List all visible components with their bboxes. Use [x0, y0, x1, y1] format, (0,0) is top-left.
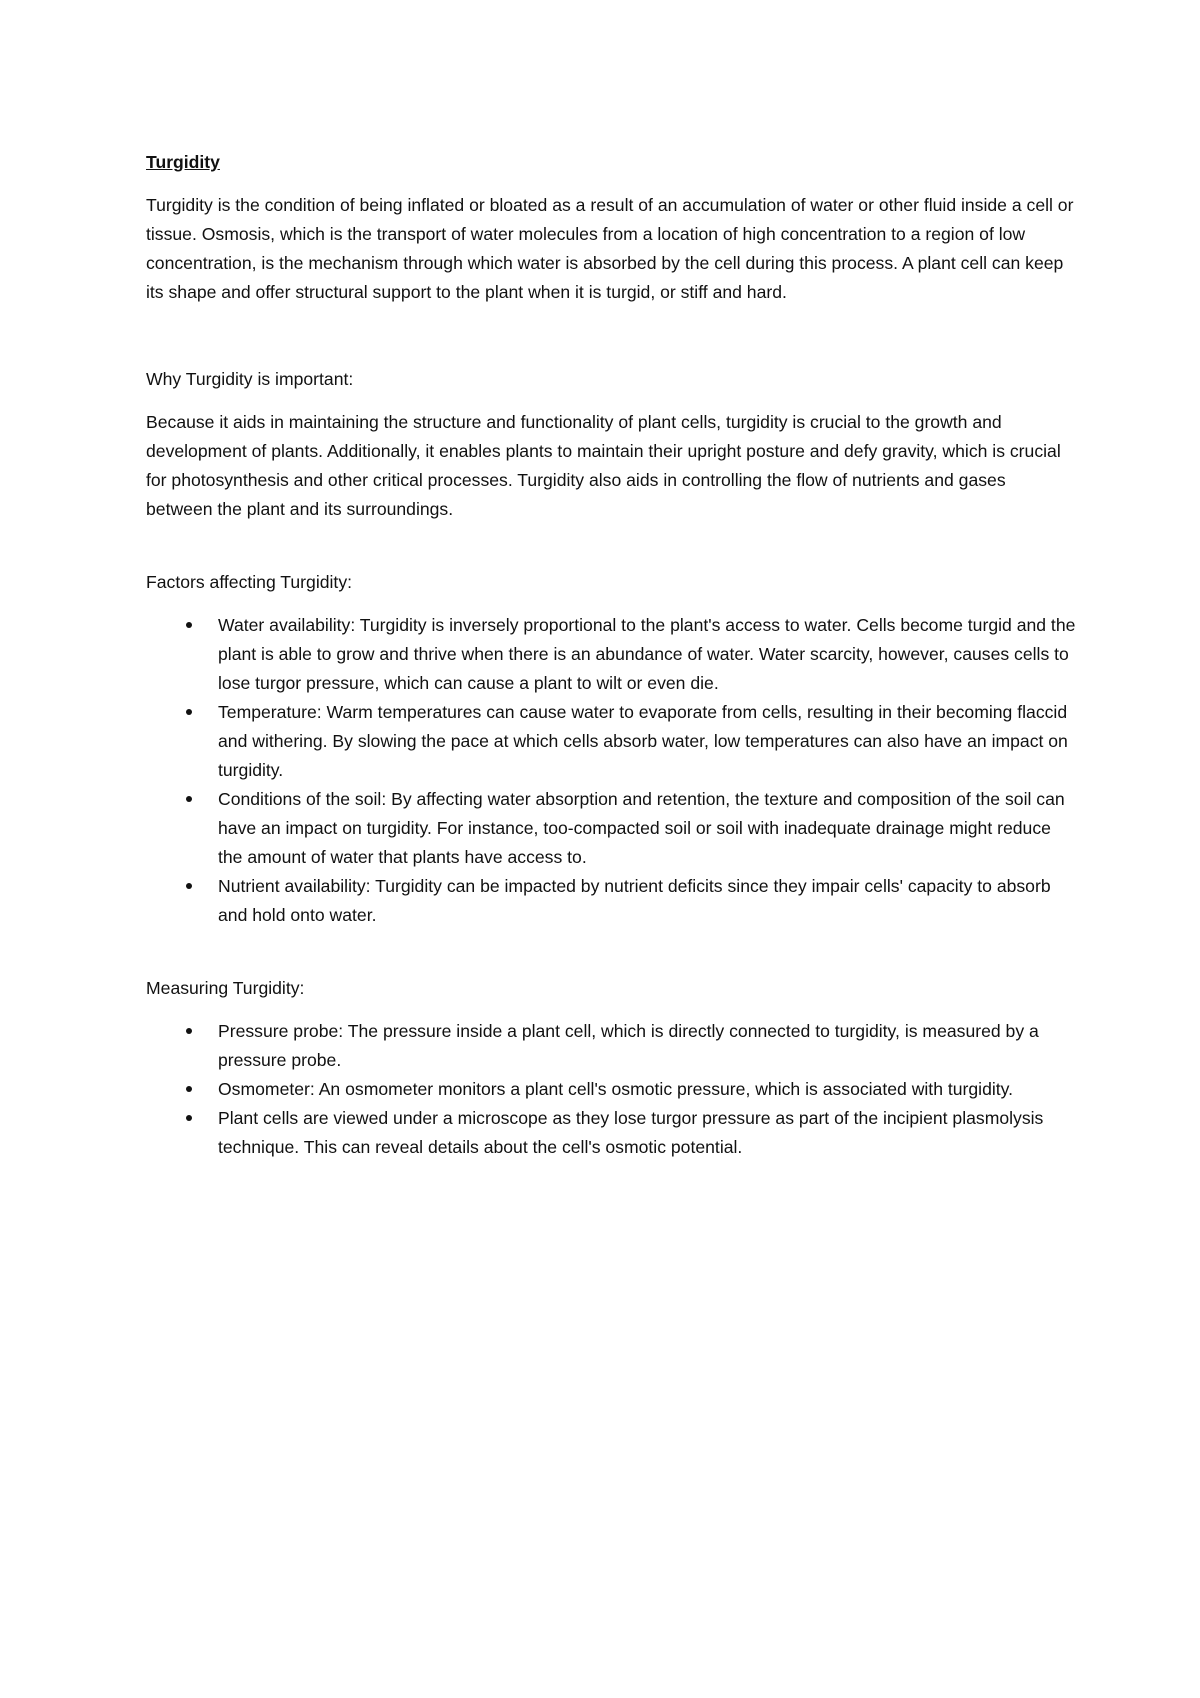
measuring-heading: Measuring Turgidity: [146, 978, 305, 998]
list-item [146, 698, 1076, 785]
section-spacer [146, 307, 1070, 365]
section-spacer [146, 524, 1070, 568]
list-item-text: Temperature: Warm temperatures can cause water to evaporate from cells, resulting in their becoming flaccid and withering. By slowing the pace at which cells absorb water, low temperatures can also have an impact on turgidity. [218, 702, 1068, 780]
intro-paragraph: Turgidity is the condition of being inflated or bloated as a result of an accumulation of water or other fluid inside a cell or tissue. Osmosis, which is the transport of water molecules from a location of high concentration to a region of low concentration, is the mechanism through which water is absorbed by the cell during this process. A plant cell can keep its shape and offer structural support to the plant when it is turgid, or stiff and hard. [146, 195, 1074, 302]
bullet-icon [186, 1086, 192, 1092]
list-item [146, 785, 1076, 872]
list-item-text: Water availability: Turgidity is inversely proportional to the plant's access to water. Cells become turgid and the plant is able to grow and thrive when there is an abundance of water. Water scarcity, however, causes cells to lose turgor pressure, which can cause a plant to wilt or even die. [218, 615, 1076, 693]
measuring-list [146, 1017, 1076, 1162]
bullet-icon [186, 1115, 192, 1121]
bullet-icon [186, 622, 192, 628]
bullet-icon [186, 796, 192, 802]
section-spacer [146, 930, 1070, 974]
list-item-text: Osmometer: An osmometer monitors a plant cell's osmotic pressure, which is associated with turgidity. [218, 1079, 1014, 1099]
document-title: Turgidity [146, 152, 220, 172]
list-item [146, 872, 1076, 930]
importance-paragraph: Because it aids in maintaining the structure and functionality of plant cells, turgidity is crucial to the growth and development of plants. Additionally, it enables plants to maintain their upright posture and defy gravity, which is crucial for photosynthesis and other critical processes. Turgidity also aids in controlling the flow of nutrients and gases between the plant and its surroundings. [146, 412, 1061, 519]
list-item [146, 1017, 1076, 1075]
list-item-text: Pressure probe: The pressure inside a plant cell, which is directly connected to turgidity, is measured by a pressure probe. [218, 1021, 1039, 1070]
bullet-icon [186, 883, 192, 889]
list-item-text: Conditions of the soil: By affecting water absorption and retention, the texture and composition of the soil can have an impact on turgidity. For instance, too-compacted soil or soil with inadequate drainage might reduce the amount of water that plants have access to. [218, 789, 1065, 867]
list-item [146, 611, 1076, 698]
list-item-text: Nutrient availability: Turgidity can be impacted by nutrient deficits since they impair cells' capacity to absorb and hold onto water. [218, 876, 1051, 925]
list-item [146, 1075, 1076, 1104]
bullet-icon [186, 709, 192, 715]
factors-heading: Factors affecting Turgidity: [146, 572, 353, 592]
list-item [146, 1104, 1076, 1162]
list-item-text: Plant cells are viewed under a microscope as they lose turgor pressure as part of the incipient plasmolysis technique. This can reveal details about the cell's osmotic potential. [218, 1108, 1044, 1157]
bullet-icon [186, 1028, 192, 1034]
importance-heading: Why Turgidity is important: [146, 369, 354, 389]
factors-list [146, 611, 1076, 930]
